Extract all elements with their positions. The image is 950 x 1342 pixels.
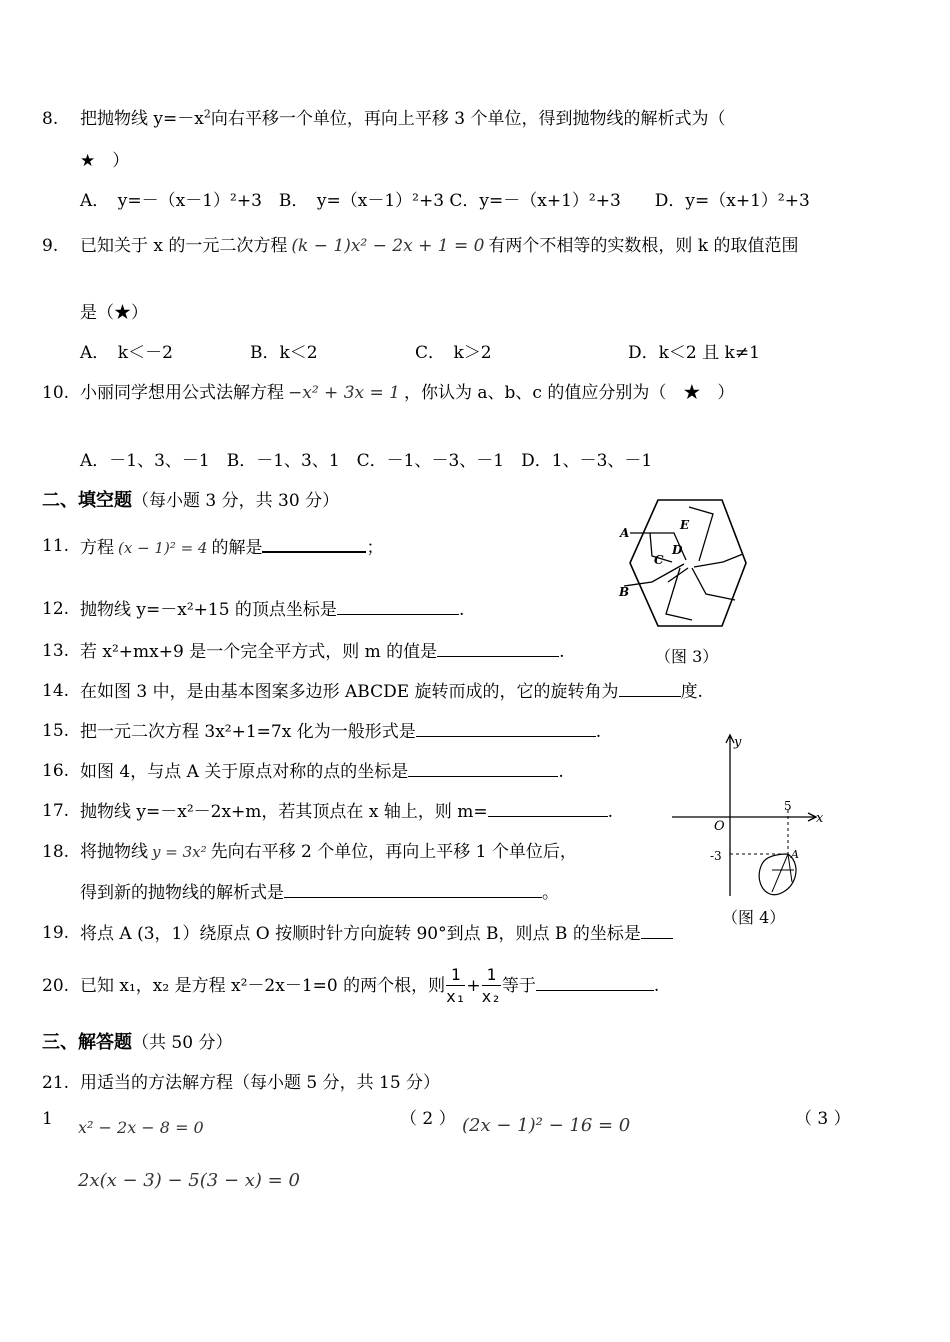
q10-options: A．－1、3、－1 B．－1、3、1 C．－1、－3、－1 D．1、－3、－1 <box>80 451 653 471</box>
fig4-origin-label: O <box>714 819 725 834</box>
q20-stem: 已知 x₁，x₂ 是方程 x²－2x－1=0 的两个根，则 $\frac{1}{\text{x₁}}$ + $\frac{1}{\text{x₂}}$ 等于 . <box>80 965 660 1006</box>
q19-blank[interactable] <box>641 922 673 939</box>
q12-stem: 抛物线 y=－x²+15 的顶点坐标是 . <box>80 600 465 620</box>
q21-part3-label: （ 3 ） <box>795 1109 851 1129</box>
q21-part2-label: （ 2 ） <box>400 1109 456 1129</box>
fig3-label-b: B <box>619 585 630 599</box>
q19-number: 19. <box>42 923 70 943</box>
q8-answer-slot: ★ ） <box>80 151 130 171</box>
pinwheel-inner-2 <box>668 568 688 582</box>
q11-blank[interactable] <box>262 535 366 553</box>
q17-blank[interactable] <box>488 800 608 817</box>
q21-number: 21. <box>42 1073 70 1093</box>
q18-stem: 将抛物线 y = 3x² 先向右平移 2 个单位，再向上平移 1 个单位后， <box>80 842 577 862</box>
q14-stem: 在如图 3 中，是由基本图案多边形 ABCDE 旋转而成的，它的旋转角为 度. <box>80 682 703 702</box>
q20-blank[interactable] <box>536 974 654 991</box>
pinwheel-arm-3 <box>694 554 743 567</box>
q9-number: 9. <box>42 236 59 256</box>
q12-number: 12. <box>42 599 70 619</box>
leaf-vein-1 <box>772 854 788 892</box>
q16-stem: 如图 4，与点 A 关于原点对称的点的坐标是 . <box>80 762 564 782</box>
fig3-label-c: C <box>654 553 664 567</box>
q21-part3-equation: 2x(x − 3) − 5(3 − x) = 0 <box>78 1170 300 1191</box>
fig4-tick-5: 5 <box>784 799 792 813</box>
q15-blank[interactable] <box>416 720 596 737</box>
q17-stem: 抛物线 y=－x²－2x+m，若其顶点在 x 轴上，则 m= . <box>80 802 613 822</box>
fig4-y-label: y <box>734 735 742 750</box>
q10-number: 10. <box>42 383 70 403</box>
q16-blank[interactable] <box>408 760 558 777</box>
section-fill-in-title: 二、填空题（每小题 3 分，共 30 分） <box>42 490 340 511</box>
q9-continuation: 是（★） <box>80 303 148 323</box>
q20-fraction-1: $\frac{1}{\text{x₁}}$ <box>446 965 466 1006</box>
q12-blank[interactable] <box>337 598 459 615</box>
q11-stem: 方程 (x − 1)² = 4 的解是 ； <box>80 535 383 559</box>
q8-options: A． y=－（x－1）²+3 B． y=（x－1）²+3 C．y=－（x+1）²+3 D．y=（x+1）²+3 <box>80 191 810 211</box>
fig4-x-label: x <box>816 811 824 826</box>
pinwheel-arm-2 <box>689 507 713 561</box>
q9-option-c: C． k＞2 <box>415 343 492 363</box>
q18-continuation: 得到新的抛物线的解析式是 。 <box>80 883 559 903</box>
section-answer-title: 三、解答题（共 50 分） <box>42 1032 233 1053</box>
q21-part2-equation: (2x − 1)² − 16 = 0 <box>462 1115 631 1136</box>
q10-equation: −x² + 3x = 1 <box>288 383 400 403</box>
q8-stem: 把抛物线 $y=-x^2$向右平移一个单位，再向上平移 3 个单位，得到抛物线的解析式为（ <box>80 107 726 129</box>
figure-3-hexagon <box>610 496 750 631</box>
q13-stem: 若 x²+mx+9 是一个完全平方式，则 m 的值是 . <box>80 642 565 662</box>
q19-stem: 将点 A (3，1）绕原点 O 按顺时针方向旋转 90°到点 B，则点 B 的坐标是 <box>80 922 673 945</box>
q13-blank[interactable] <box>437 640 559 657</box>
q14-blank[interactable] <box>619 680 681 697</box>
q9-equation: (k − 1)x² − 2x + 1 = 0 <box>291 236 485 256</box>
figure-3-caption: （图 3） <box>655 647 719 666</box>
q16-number: 16. <box>42 761 70 781</box>
q21-part1-equation: x² − 2x − 8 = 0 <box>78 1118 204 1137</box>
fig3-label-e: E <box>680 518 690 532</box>
q9-stem: 已知关于 x 的一元二次方程 (k − 1)x² − 2x + 1 = 0 有两个不相等的实数根，则 k 的取值范围 <box>80 236 799 256</box>
q15-number: 15. <box>42 721 70 741</box>
q11-equation: (x − 1)² = 4 <box>118 539 208 557</box>
pinwheel-arm-4 <box>692 568 735 600</box>
q18-equation: y = 3x² <box>152 843 207 861</box>
q11-number: 11. <box>42 536 70 556</box>
q9-option-d: D．k＜2 且 k≠1 <box>628 343 760 363</box>
q10-stem: 小丽同学想用公式法解方程 −x² + 3x = 1 ，你认为 a、b、c 的值应分别为（ ★ ） <box>80 383 735 403</box>
figure-4-coordinate-plane <box>668 730 828 902</box>
q20-fraction-2: $\frac{1}{\text{x₂}}$ <box>481 965 501 1006</box>
q21-part1-label: 1 <box>42 1109 53 1129</box>
q17-number: 17. <box>42 801 70 821</box>
q20-number: 20. <box>42 976 70 996</box>
q15-stem: 把一元二次方程 3x²+1=7x 化为一般形式是 . <box>80 722 602 742</box>
pinwheel-arm-5 <box>666 568 692 620</box>
q18-blank[interactable] <box>284 881 542 898</box>
q14-number: 14. <box>42 681 70 701</box>
fig3-label-d: D <box>672 543 683 557</box>
q9-option-a: A． k＜－2 <box>80 343 173 363</box>
fig3-label-a: A <box>620 526 630 540</box>
q18-number: 18. <box>42 842 70 862</box>
q13-number: 13. <box>42 641 70 661</box>
figure-4-caption: （图 4） <box>722 908 786 927</box>
q9-option-b: B．k＜2 <box>250 343 318 363</box>
q21-stem: 用适当的方法解方程（每小题 5 分，共 15 分） <box>80 1073 441 1093</box>
q8-number: 8. <box>42 109 59 129</box>
fig4-tick-neg3: -3 <box>710 849 722 863</box>
fig4-point-a-label: A <box>791 848 799 861</box>
